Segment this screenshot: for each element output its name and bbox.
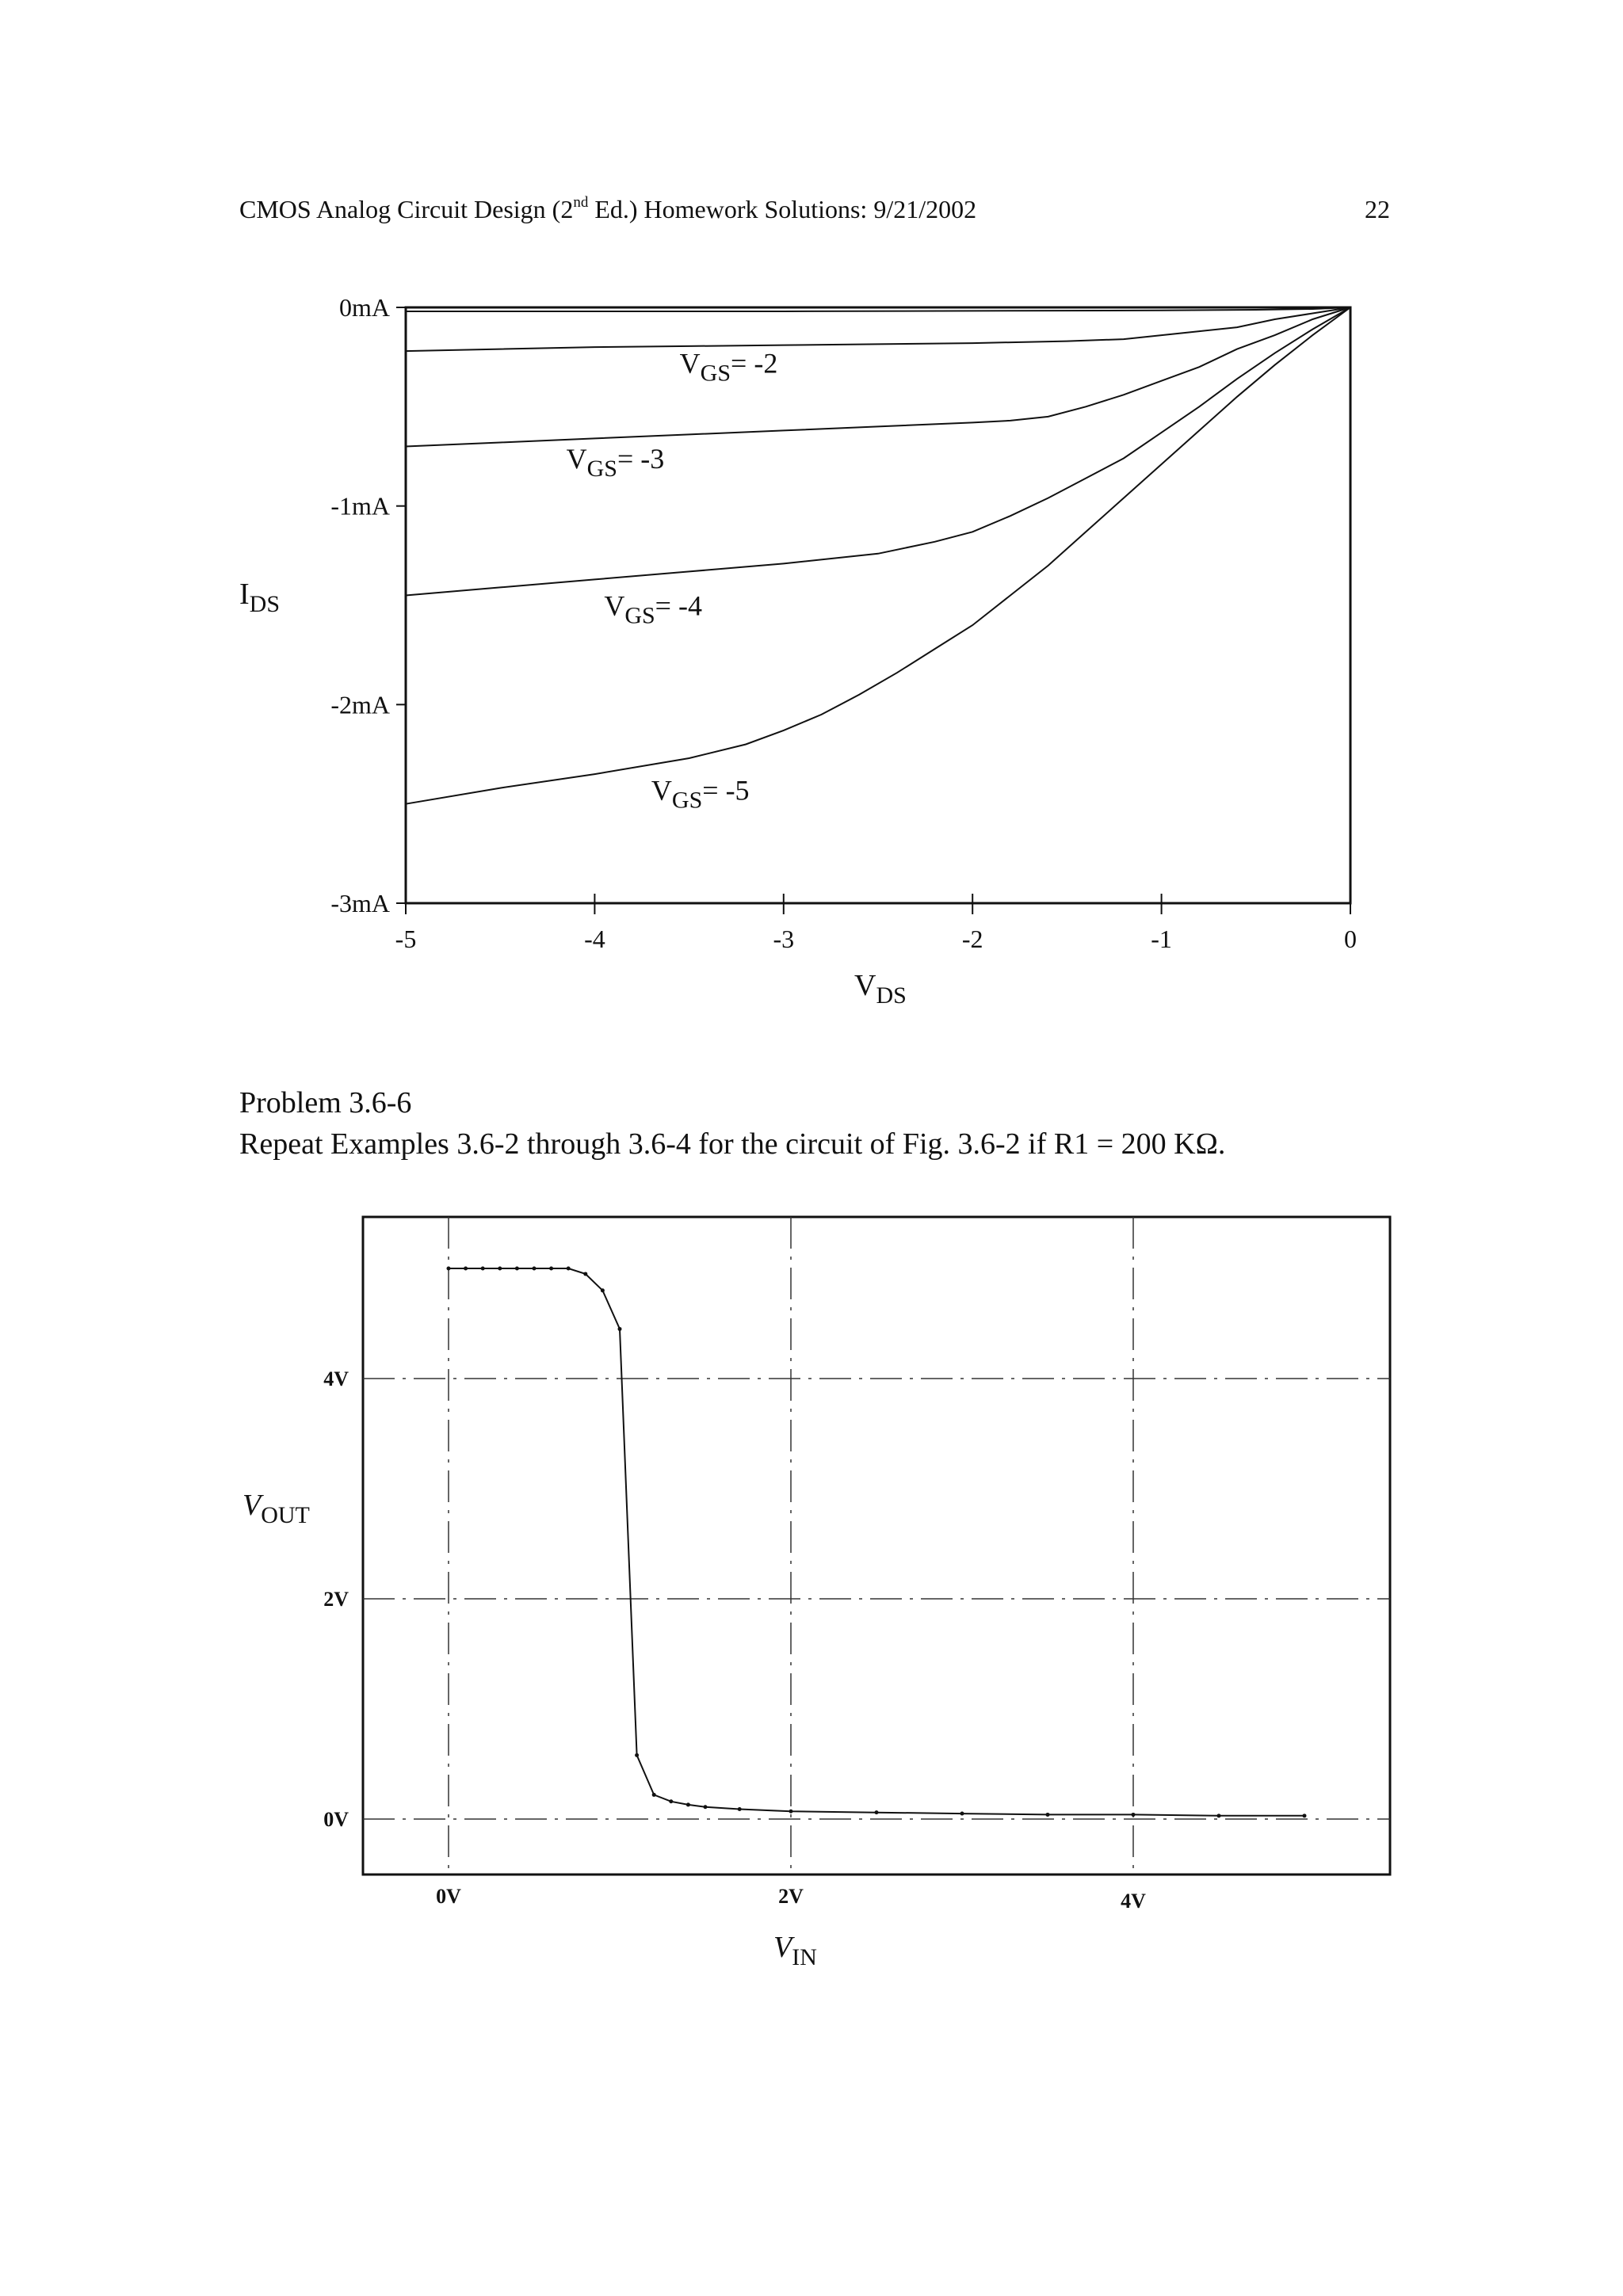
data-point [652, 1793, 656, 1797]
x-tick-label: 0 [1344, 925, 1357, 953]
series-label: $V_{GS}= -4$ [604, 589, 702, 629]
data-point [789, 1810, 793, 1814]
data-point [601, 1288, 605, 1292]
x-tick-label: 0V [436, 1885, 461, 1908]
data-point [533, 1267, 537, 1271]
x-tick-label: -3 [773, 925, 795, 953]
y-tick-label: 4V [323, 1367, 349, 1390]
data-point [669, 1799, 673, 1803]
x-axis-title: $V_{DS}$ [854, 969, 907, 1009]
y-tick-label: 0V [323, 1808, 349, 1831]
data-point [583, 1272, 587, 1276]
data-point [875, 1810, 879, 1814]
x-tick-label: -5 [395, 925, 417, 953]
data-point [686, 1802, 690, 1806]
series-line [449, 1268, 1304, 1816]
data-point [567, 1267, 571, 1271]
x-tick-label: -2 [961, 925, 983, 953]
y-axis-title: $V_{OUT}$ [242, 1489, 310, 1528]
y-tick-label: 2V [323, 1588, 349, 1611]
data-point [515, 1267, 519, 1271]
problem-statement: Repeat Examples 3.6-2 through 3.6-4 for the circuit of Fig. 3.6-2 if R1 = 200 KΩ. [239, 1127, 1226, 1161]
data-point [618, 1327, 622, 1331]
x-tick-label: 2V [778, 1885, 804, 1908]
data-point [960, 1812, 964, 1816]
data-point [1217, 1814, 1221, 1817]
data-point [464, 1267, 468, 1271]
data-point [704, 1805, 708, 1809]
x-tick-label: -1 [1151, 925, 1172, 953]
data-point [447, 1267, 451, 1271]
data-point [1132, 1813, 1136, 1817]
problem-title: Problem 3.6-6 [239, 1086, 412, 1119]
y-tick-label: -3mA [330, 889, 390, 917]
data-point [481, 1267, 485, 1271]
y-axis-title: $I_{DS}$ [239, 578, 281, 617]
x-tick-label: 4V [1121, 1890, 1146, 1913]
y-tick-label: -1mA [330, 491, 390, 521]
series-label: $V_{GS}= -5$ [651, 774, 750, 814]
page-number: 22 [1365, 195, 1390, 223]
x-axis-title: $V_{IN}$ [773, 1931, 817, 1970]
y-tick-label: -2mA [330, 690, 390, 719]
plot-frame [363, 1217, 1390, 1875]
document-title: CMOS Analog Circuit Design (2nd Ed.) Homework Solutions: 9/21/2002 [239, 194, 977, 223]
series-label: $V_{GS}= -2$ [679, 347, 778, 387]
data-point [635, 1753, 639, 1757]
series-label: $V_{GS}= -3$ [566, 443, 665, 482]
x-tick-label: -4 [584, 925, 605, 953]
y-tick-label: 0mA [339, 293, 390, 322]
data-point [1303, 1814, 1307, 1817]
data-point [498, 1267, 502, 1271]
data-point [738, 1807, 742, 1811]
data-point [1046, 1813, 1050, 1817]
data-point [549, 1267, 553, 1271]
